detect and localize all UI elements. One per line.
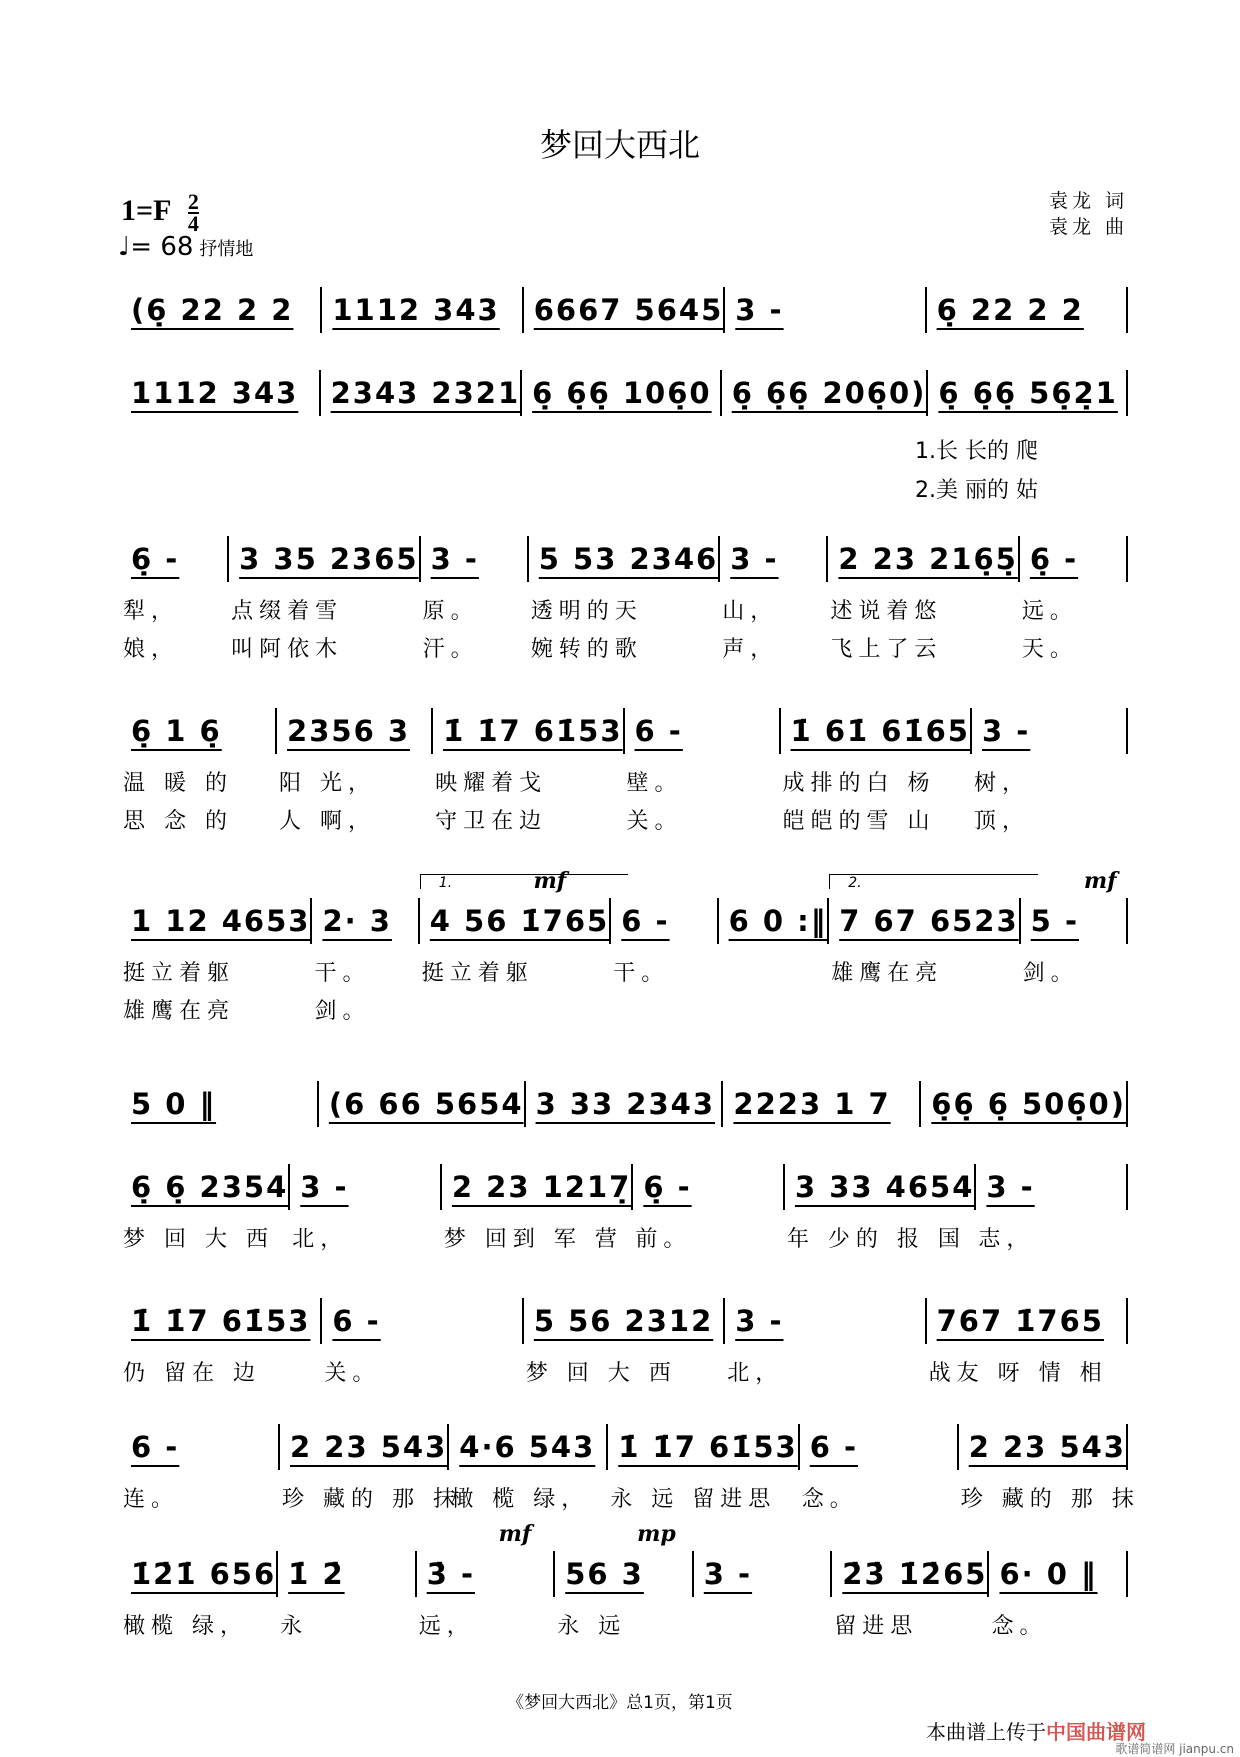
notes: 3̇ - [426,1557,476,1591]
measure [633,1164,785,1252]
notes: 6̣ 6̣6̣ 106̣0 [532,376,712,410]
notes: 6̣ - [131,542,180,576]
lyric-line-1: 剑。 [1022,961,1079,986]
notes: 1̇ 1̇7 61̇53 [443,714,623,748]
dynamic-marking: mf [533,868,567,894]
composer: 袁龙 曲 [1048,216,1128,238]
measure [720,536,828,662]
notes: 56 3 [565,1557,644,1591]
lyric-line-1: 橄榄 绿， [123,1614,248,1639]
notes: (6 66 5654 [328,1087,524,1121]
notes: 5 0 ‖ [131,1087,217,1121]
measure [121,287,322,333]
time-sig-bottom: 4 [187,211,199,236]
lyric-line-2: 人 啊， [279,809,377,834]
measure [121,536,229,662]
lyric-line-1: 战友 呀 情 相 [928,1361,1108,1386]
upload-text: 本曲谱上传于 [926,1720,1046,1744]
notes: 6667 5645 [533,293,724,327]
lyric-line-2: 顶， [974,809,1031,834]
lyric-line-1: 原。 [422,599,479,624]
measure [526,1081,724,1127]
lyric-line-1: 梦 回到 军 营 [443,1227,623,1252]
staff-row [121,868,1128,1024]
measure [785,1164,976,1252]
time-sig-top: 2 [187,189,199,214]
measure [1020,536,1128,662]
measure [121,370,321,416]
notes: 3 35 2365 [239,542,419,576]
measure [420,868,611,986]
notes: 767 1̇765 [936,1304,1104,1338]
lyric-line-2: 汗。 [422,637,479,662]
notes: 6̣ 6̣6̣ 206̣0) [731,376,927,410]
notes: 2· 3 [322,904,392,938]
lyric-line-1: 前。 [635,1227,692,1252]
lyric-line-2: 关。 [626,809,683,834]
lyric-line-2: 皑皑的雪 山 [782,809,936,834]
measure [121,898,312,1024]
measure [121,1081,319,1127]
notes: 4 56 1̇765 [429,904,610,938]
notes: 6̣6̣ 6̣ 506̣0) [931,1087,1126,1121]
notes: 2356 3 [287,714,411,748]
measure [321,370,523,416]
lyric-line-1: 关。 [324,1361,381,1386]
lyric-line-1: 映耀着戈 [435,771,548,796]
notes: 3 - [300,1170,349,1204]
notes: 2 23 216̣5̣ [838,542,1018,576]
notes: 6 - [131,1430,180,1464]
lyric-line-1: 树， [974,771,1031,796]
lyric-line-2: 雄鹰在亮 [123,999,236,1024]
notes: 6 0 :‖ [728,904,828,938]
lyric-line-1: 干。 [314,961,371,986]
lyric-line-1: 念。 [801,1487,858,1512]
measure [421,536,529,662]
watermark: 歌谱简谱网 jianpu.cn [1115,1742,1234,1756]
measure [781,708,972,834]
lyric-line-1: 仍 留在 边 [123,1361,261,1386]
verse-label-2: 2.美 丽的 姑 [915,478,1038,503]
lyric-line-1: 橄 榄 绿， [451,1487,590,1512]
notes: 2343 2321 [330,376,521,410]
measure [319,1081,526,1127]
measure [989,1551,1128,1639]
notes: 4·6 543 [459,1430,596,1464]
notes: 1̇ 2̇ [288,1557,345,1591]
staff-row [121,370,1128,416]
dynamic-marking: mf [1083,868,1117,894]
staff-row [121,1164,1128,1252]
lyric-line-1: 珍 藏的 那 抹 [960,1487,1140,1512]
lyric-line-1: 梦 回 大 西 [123,1227,274,1252]
lyric-line-1: 念。 [991,1614,1048,1639]
measure [725,287,926,333]
lyric-line-1: 北， [292,1227,349,1252]
lyric-line-2: 婉转的歌 [530,637,643,662]
notes: 1̇ 61̇ 61̇65 [790,714,970,748]
expression: 抒情地 [199,239,254,260]
measure [278,1551,417,1639]
volta-bracket: 2. [829,874,1037,889]
measure [442,1164,633,1252]
staff-row [121,1521,1128,1639]
measure [312,898,419,1024]
lyricist: 袁龙 词 [1048,190,1128,212]
measure [121,1551,278,1639]
measure [280,1424,461,1512]
notes: 3 33 2343 [535,1087,716,1121]
measure [449,1424,608,1512]
measure [722,370,929,416]
notes: 6· 0 ‖ [999,1557,1098,1591]
lyric-line-1: 阳 光， [279,771,377,796]
notes: 6 - [634,714,683,748]
notes: 1̇ 1̇7 61̇53 [618,1430,798,1464]
lyric-line-1: 温 暖 的 [123,771,233,796]
measure [433,708,624,834]
lyric-line-2: 天。 [1021,637,1078,662]
measure [121,708,277,834]
lyric-line-1: 远， [418,1614,475,1639]
lyric-line-2: 娘， [123,637,180,662]
measure [719,898,830,944]
notes: 5 53 2346 [538,542,719,576]
measure [522,370,722,416]
measure [972,708,1128,834]
staff-row [121,536,1128,662]
measure [322,287,523,333]
measure [928,370,1128,416]
measure [723,1081,921,1127]
measure [524,1298,725,1386]
measure [800,1424,959,1512]
lyric-line-2: 剑。 [314,999,371,1024]
measure [921,1081,1128,1127]
notes: 3 - [730,542,779,576]
measure [611,898,718,986]
notes: 6̣ 6̣ 2354 [131,1170,289,1204]
measure [121,1298,322,1386]
time-signature [187,189,199,236]
lyric-line-1: 干。 [613,961,670,986]
notes: 1112 343 [332,293,500,327]
key-signature [121,189,199,236]
notes: 2̇3̇ 1̇2̇65 [842,1557,988,1591]
staff-row [121,1081,1128,1127]
lyric-line-1: 挺立着躯 [421,961,534,986]
lyric-line-1: 述说着悠 [830,599,943,624]
measure [290,1164,442,1252]
notes: 3 33 4654 [794,1170,975,1204]
lyric-line-1: 永 [280,1614,309,1639]
notes: 6̣ - [1029,542,1079,576]
lyric-line-2: 叫阿依木 [231,637,344,662]
key: 1=F [121,193,171,227]
tempo-marking [118,232,253,262]
notes: 1 12 4653 [131,904,311,938]
staff-row [121,287,1128,333]
notes: 1̇ 1̇7 61̇53 [131,1304,311,1338]
measure [608,1424,799,1512]
notes: 2 23 543 [968,1430,1126,1464]
lyric-line-1: 志， [978,1227,1035,1252]
notes: 6 - [809,1430,859,1464]
notes: 2223 1 7 [733,1087,891,1121]
measure [625,708,781,834]
lyric-line-1: 北， [727,1361,784,1386]
measure [417,1521,556,1639]
lyric-line-1: 透明的天 [530,599,643,624]
measure [229,536,420,662]
notes: 3 - [703,1557,753,1591]
lyric-line-1: 山， [722,599,779,624]
notes: 2 23 543 [290,1430,448,1464]
notes: 5 - [1030,904,1079,938]
notes: (6̣ 22 2 2 [131,293,294,327]
measure [828,536,1019,662]
staff-row [121,1424,1140,1512]
measure [927,1298,1128,1386]
song-title: 梦回大西北 [539,126,700,164]
lyric-line-1: 点缀着雪 [231,599,344,624]
notes: 6̣ 22 2 2 [936,293,1084,327]
notes: 6̣ 6̣6̣ 56̣2̣1 [938,376,1118,410]
lyric-line-2: 飞上了云 [830,637,943,662]
lyric-line-1: 挺立着躯 [123,961,236,986]
measure [322,1298,523,1386]
measure [555,1521,694,1639]
measure [725,1298,926,1386]
lyric-line-1: 梦 回 大 西 [525,1361,677,1386]
tempo: ♩= 68 [118,232,194,262]
lyric-line-2: 声， [722,637,779,662]
measure [927,287,1128,333]
notes: 1̇2̇1̇ 656 [131,1557,277,1591]
measure [121,1164,290,1252]
lyric-line-2: 思 念 的 [123,809,233,834]
measure [524,287,726,333]
notes: 3 - [430,542,479,576]
measure [1021,868,1128,986]
notes: 3 - [986,1170,1035,1204]
lyric-line-1: 犁， [123,599,180,624]
lyric-line-1: 年 少的 报 国 [786,1227,966,1252]
lyric-line-1: 壁。 [626,771,683,796]
notes: 3 - [735,1304,784,1338]
dynamic-marking: mf [498,1521,532,1547]
measure [121,1424,280,1512]
lyric-line-1: 连。 [123,1487,180,1512]
upload-note [926,1716,1146,1745]
notes: 3 - [982,714,1031,748]
brand-logo: 中国曲谱网 [1046,1720,1146,1744]
measure [959,1424,1140,1512]
dynamic-marking: mp [637,1521,676,1547]
verse-label-1: 1.长 长的 爬 [915,439,1038,464]
staff-row [121,708,1128,834]
notes: 6 - [621,904,670,938]
measure [529,536,720,662]
notes: 7 67 6523 [839,904,1019,938]
lyric-line-1: 远。 [1021,599,1078,624]
measure [832,1551,989,1639]
notes: 5 56 2312 [533,1304,714,1338]
lyric-line-1: 雄鹰在亮 [831,961,944,986]
lyric-line-1: 珍 藏的 那 抹 [282,1487,461,1512]
notes: 1112 343 [131,376,299,410]
notes: 2 23 1217̣ [451,1170,632,1204]
page-footer: 《梦回大西北》总1页，第1页 [507,1693,733,1713]
notes: 6̣ 1 6̣ [131,714,222,748]
lyric-line-1: 永 远 留进思 [610,1487,777,1512]
measure [976,1164,1128,1252]
notes: 3 - [735,293,784,327]
volta-bracket: 1. [420,874,628,889]
lyric-line-1: 永 远 [557,1614,627,1639]
staff-row [121,1298,1128,1386]
notes: 6̣ - [643,1170,692,1204]
measure [277,708,433,834]
lyric-line-2: 守卫在边 [435,809,548,834]
notes: 6 - [332,1304,381,1338]
lyric-line-1: 成排的白 杨 [782,771,936,796]
lyric-line-1: 留进思 [834,1614,919,1639]
measure [829,875,1020,986]
measure [694,1551,833,1597]
